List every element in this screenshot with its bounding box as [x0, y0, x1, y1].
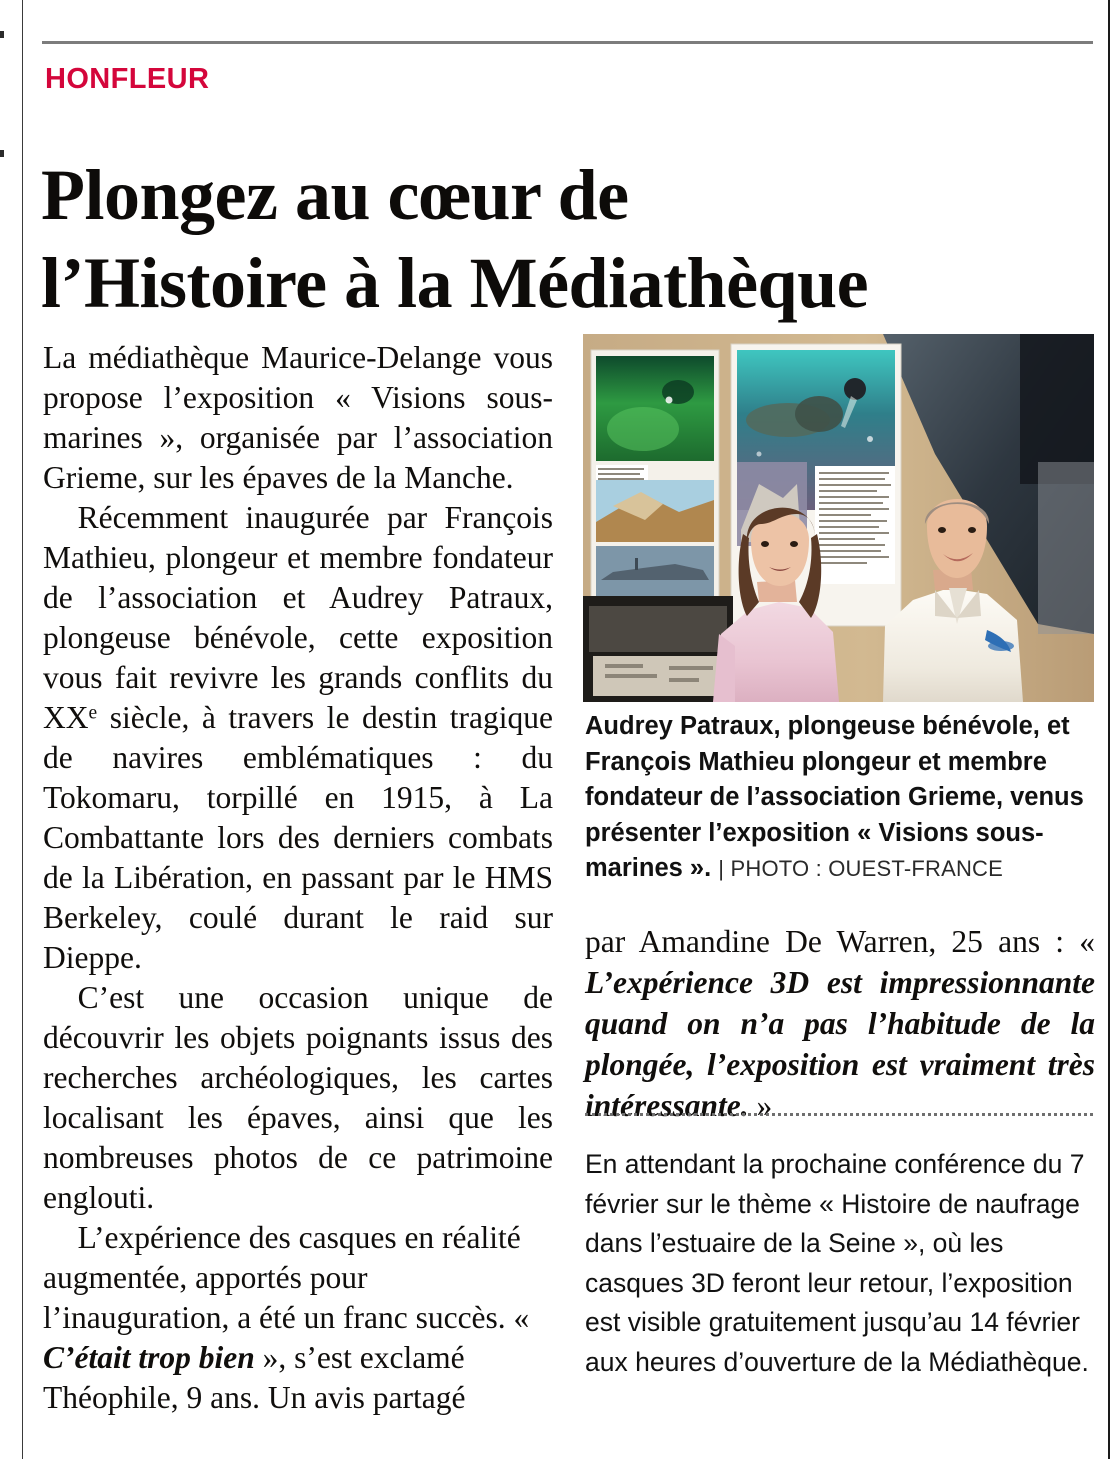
section-divider [585, 1113, 1093, 1116]
header-rule [42, 41, 1093, 44]
paragraph-4-part-2: », s’est exclamé Théophile, 9 ans. Un avis partagé [43, 1340, 466, 1415]
section-kicker: HONFLEUR [45, 63, 210, 95]
photo-caption [585, 709, 1095, 887]
ordinal-suffix: e [88, 702, 98, 724]
article-paragraph-2 [43, 498, 553, 978]
article-column-left [43, 338, 553, 1418]
page-title [41, 152, 1081, 328]
paragraph-4-part-1: L’expérience des casques en réalité augmentée, apportés pour l’inauguration, a été un franc succès. « [43, 1220, 530, 1335]
headline-line-2: l’Histoire à la Médiathèque [41, 243, 869, 324]
pull-quote-paragraph [585, 921, 1095, 1126]
article-lede: La médiathèque Maurice-Delange vous propose l’exposition « Visions sous-marines », organisée par l’association Grieme, sur les épaves de la Manche. [43, 340, 553, 495]
quote-attribution: par Amandine De Warren, 25 ans : [585, 924, 1065, 959]
quote-close-guillemet: » [748, 1088, 773, 1123]
closing-info-block [585, 1145, 1097, 1382]
inline-quote-theophile: C’était trop bien [43, 1340, 255, 1375]
article-photo [583, 334, 1094, 702]
quote-text: L’expérience 3D est impressionnante quand on n’a pas l’habitude de la plongée, l’exposition est vraiment très intéressante. [585, 965, 1095, 1123]
quote-open-guillemet: « [1079, 924, 1096, 959]
paragraph-2-part-1: Récemment inaugurée par François Mathieu, plongeur et membre fondateur de l’association et Audrey Patraux, plongeuse bénévole, cette exposition vous fait revivre les grands conflits du XX [43, 500, 553, 735]
page-left-border [22, 0, 23, 1459]
crop-mark-middle [0, 150, 4, 157]
crop-mark-top [0, 31, 4, 38]
page-right-border [1108, 0, 1110, 1459]
photo-illustration [583, 334, 1094, 702]
caption-text: Audrey Patraux, plongeuse bénévole, et François Mathieu plongeur et membre fondateur de l’association Grieme, venus présenter l’exposition « Visions sous-marines ». [585, 712, 1084, 882]
photo-credit: | PHOTO : OUEST-FRANCE [718, 856, 1003, 881]
article-paragraph-3: C’est une occasion unique de découvrir les objets poignants issus des recherches archéologiques, les cartes localisant les épaves, ainsi que les nombreuses photos de ce patrimoine englouti. [43, 980, 553, 1215]
article-paragraph-4 [43, 1218, 553, 1418]
pull-quote-block [585, 921, 1095, 1126]
paragraph-2-part-2: siècle, à travers le destin tragique de navires emblématiques : du Tokomaru, torpillé en 1915, à La Combattante lors des derniers combats de la Libération, en passant par le HMS Berkeley, coulé durant le raid sur Dieppe. [43, 700, 553, 975]
headline-line-1: Plongez au cœur de [41, 155, 629, 236]
closing-text: En attendant la prochaine conférence du 7 février sur le thème « Histoire de naufrage dans l’estuaire de la Seine », où les casques 3D feront leur retour, l’exposition est visible gratuitement jusqu’au 14 février aux heures d’ouverture de la Médiathèque. [585, 1149, 1089, 1377]
